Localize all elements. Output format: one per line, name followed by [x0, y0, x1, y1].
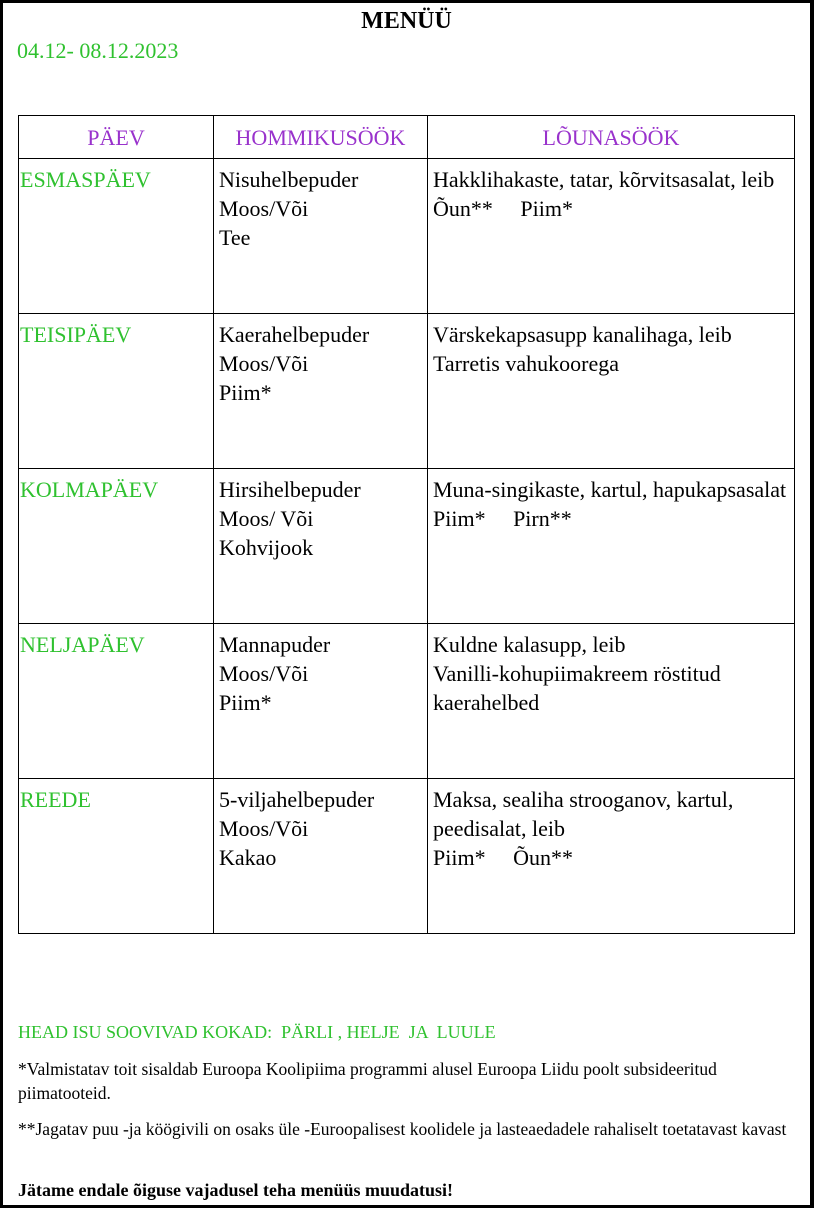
breakfast-item: Piim*: [219, 690, 272, 715]
breakfast-item: Tee: [219, 225, 251, 250]
breakfast-item: Kohvijook: [219, 535, 314, 560]
breakfast-item: Moos/Või: [219, 196, 309, 221]
table-row: [19, 159, 795, 314]
lunch-main: Värskekapsasupp kanalihaga, leib: [433, 322, 732, 347]
breakfast-item: Moos/Või: [219, 351, 309, 376]
breakfast-cell: [214, 159, 428, 314]
page-title: MENÜÜ: [361, 8, 452, 34]
breakfast-item: Kaerahelbepuder: [219, 322, 370, 347]
table-header-row: [19, 116, 795, 159]
column-header-lunch: LÕUNASÖÖK: [428, 116, 795, 159]
lunch-cell: [428, 624, 795, 779]
day-cell: KOLMAPÄEV: [19, 469, 214, 624]
table-row: [19, 624, 795, 779]
lunch-main: Kuldne kalasupp, leib: [433, 632, 626, 657]
breakfast-item: Moos/ Või: [219, 506, 314, 531]
day-cell: ESMASPÄEV: [19, 159, 214, 314]
breakfast-item: Moos/Või: [219, 661, 309, 686]
menu-table: [18, 115, 795, 934]
table-row: [19, 314, 795, 469]
breakfast-item: Mannapuder: [219, 632, 331, 657]
day-cell: REEDE: [19, 779, 214, 934]
breakfast-item: Moos/Või: [219, 816, 309, 841]
breakfast-cell: [214, 314, 428, 469]
lunch-cell: [428, 469, 795, 624]
column-header-breakfast: HOMMIKUSÖÖK: [214, 116, 428, 159]
lunch-extra: Piim* Õun**: [433, 845, 573, 870]
date-range: 04.12- 08.12.2023: [17, 38, 179, 63]
breakfast-cell: [214, 779, 428, 934]
lunch-main: Muna-singikaste, kartul, hapukapsasalat: [433, 477, 787, 502]
cooks-greeting: HEAD ISU SOOVIVAD KOKAD: PÄRLI , HELJE JA LUULE: [18, 1022, 496, 1042]
footnote-milk: *Valmistatav toit sisaldab Euroopa Koolipiima programmi alusel Euroopa Liidu poolt subsideeritud piimatooteid.: [18, 1059, 717, 1103]
lunch-extra: Vanilli-kohupiimakreem röstitud kaerahelbed: [433, 661, 721, 715]
table-row: [19, 779, 795, 934]
column-header-day: PÄEV: [19, 116, 214, 159]
breakfast-item: Nisuhelbepuder: [219, 167, 359, 192]
table-row: [19, 469, 795, 624]
lunch-cell: [428, 159, 795, 314]
day-cell: TEISIPÄEV: [19, 314, 214, 469]
lunch-main: Maksa, sealiha strooganov, kartul, peedisalat, leib: [433, 787, 734, 841]
lunch-cell: [428, 779, 795, 934]
breakfast-cell: [214, 624, 428, 779]
footnote-fruit: **Jagatav puu -ja köögivili on osaks üle -Euroopalisest koolidele ja lasteaedadele rahaliselt toetatavast kavast: [18, 1119, 787, 1139]
lunch-extra: Piim* Pirn**: [433, 506, 572, 531]
breakfast-item: 5-viljahelbepuder: [219, 787, 375, 812]
breakfast-cell: [214, 469, 428, 624]
breakfast-item: Kakao: [219, 845, 277, 870]
day-cell: NELJAPÄEV: [19, 624, 214, 779]
lunch-main: Hakklihakaste, tatar, kõrvitsasalat, leib: [433, 167, 775, 192]
lunch-extra: Õun** Piim*: [433, 196, 573, 221]
breakfast-item: Piim*: [219, 380, 272, 405]
breakfast-item: Hirsihelbepuder: [219, 477, 361, 502]
menu-change-disclaimer: Jätame endale õiguse vajadusel teha menüüs muudatusi!: [18, 1180, 454, 1200]
lunch-cell: [428, 314, 795, 469]
lunch-extra: Tarretis vahukoorega: [433, 351, 619, 376]
